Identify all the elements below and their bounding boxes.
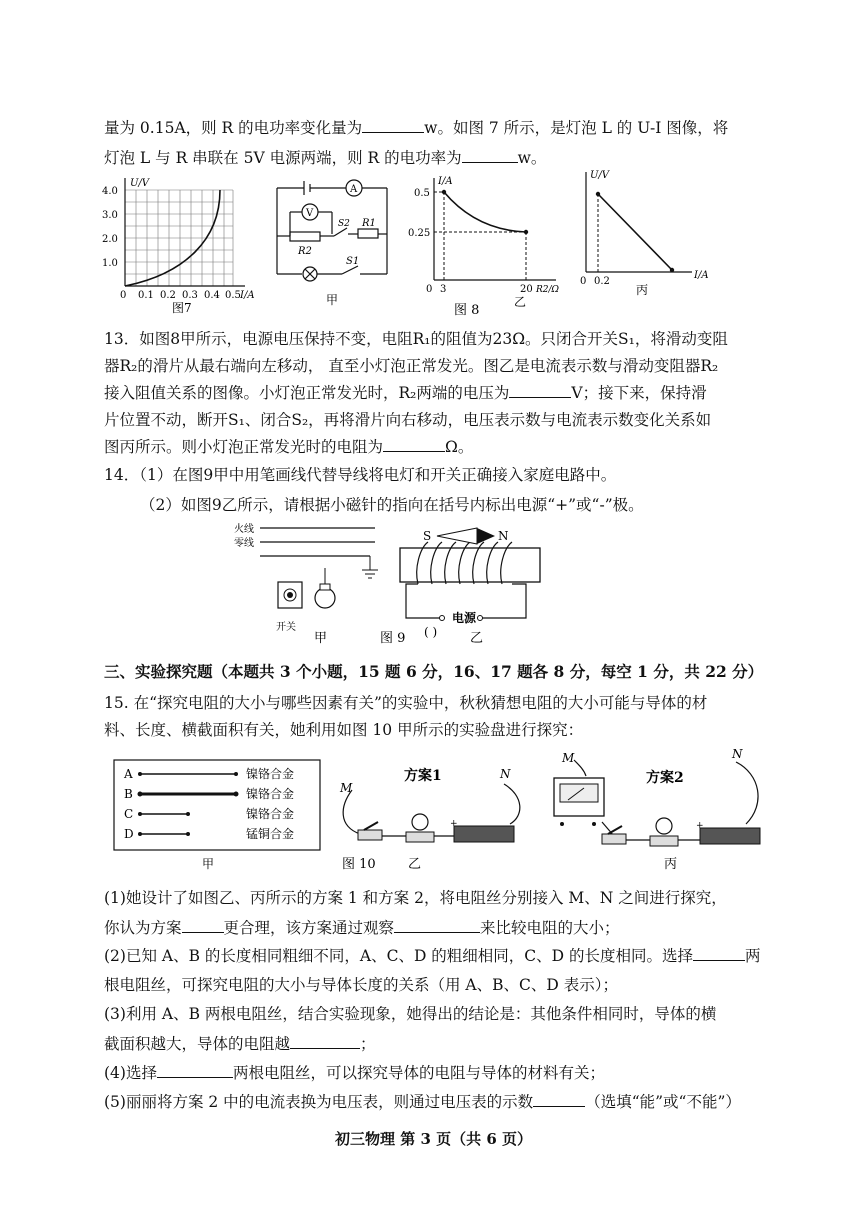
q15-line1: 15. 在“探究电阻的大小与哪些因素有关”的实验中，秋秋猜想电阻的大小可能与导体的材 (104, 694, 708, 712)
figure-caption: 图 9 (380, 631, 406, 646)
svg-text:+: + (450, 819, 458, 829)
bulb (656, 818, 672, 834)
caption-jia: 甲 (326, 293, 339, 307)
x-axis-label: I/A (694, 270, 709, 281)
u-i-line (598, 194, 672, 270)
q13-line3 (104, 383, 707, 403)
q12-text: 量为 0.15A，则 R 的电功率变化量为 (104, 119, 363, 137)
north-pole-label: N (498, 529, 509, 543)
answer-blank[interactable] (182, 918, 224, 933)
q12-text: 灯泡 L 与 R 串联在 5V 电源两端，则 R 的电功率为 (104, 149, 462, 167)
q13-line4: 片位置不动，断开S₁、闭合S₂，再将滑片向右移动，电压表示数与电流表示数变化关系如 (104, 411, 712, 429)
q15-part5 (104, 1092, 741, 1112)
caption-jia: 甲 (314, 631, 328, 646)
figure-caption: 图7 (172, 301, 192, 315)
neutral-wire-label: 零线 (234, 538, 254, 549)
q13-text: V；接下来，保持滑 (571, 384, 707, 402)
q15-part4 (104, 1063, 605, 1083)
answer-blank[interactable] (509, 383, 571, 398)
battery-box (454, 826, 514, 842)
figure-caption: 图 10 (342, 857, 376, 872)
q15-text: 来比较电阻的大小； (480, 919, 620, 937)
y-tick: 0.5 (414, 188, 430, 199)
wire-b-letter: B (124, 787, 133, 801)
lamp-bulb (315, 588, 335, 608)
figure-8-circuit (262, 176, 397, 316)
figure-10-scheme-1 (334, 756, 534, 876)
compass-needle-n (477, 528, 495, 544)
answer-blank[interactable] (462, 148, 518, 163)
clip-m-label: M (340, 781, 353, 795)
q15-text: 你认为方案 (104, 919, 182, 937)
caption-yi: 乙 (408, 857, 422, 872)
i-r-curve (444, 192, 526, 232)
figure-7-graph (100, 172, 260, 320)
figure-10-board (108, 756, 340, 872)
answer-blank[interactable] (290, 1034, 360, 1049)
x-tick: 0.4 (204, 290, 220, 301)
wire-b-material: 镍铬合金 (246, 787, 295, 801)
figure-8-bing-graph (572, 166, 722, 306)
caption-jia: 甲 (202, 857, 215, 871)
x-tick: 0 (426, 284, 433, 295)
answer-blank[interactable] (533, 1092, 585, 1107)
south-pole-label: S (423, 529, 432, 543)
clip-n-label: N (500, 767, 511, 781)
figure-8-yi-graph (406, 172, 566, 322)
figure-10-scheme-2 (540, 744, 780, 876)
y-axis-label: U/V (590, 170, 610, 181)
q13-line5 (104, 437, 473, 457)
x-tick: 0.2 (594, 276, 610, 287)
y-tick: 4.0 (102, 186, 118, 197)
ammeter-label: A (350, 184, 358, 195)
q15-text: 两根电阻丝，可以探究导体的电阻与导体的材料有关； (232, 1064, 605, 1082)
q15-part3-line1: (3)利用 A、B 两根电阻丝，结合实验现象，她得出的结论是：其他条件相同时，导体的横 (104, 1005, 717, 1023)
x-tick: 0.5 (225, 290, 241, 301)
q12-line1 (104, 118, 728, 138)
answer-blank[interactable] (394, 918, 480, 933)
q13-line1: 13．如图8甲所示，电源电压保持不变，电阻R₁的阻值为23Ω。只闭合开关S₁，将滑动变阻 (104, 330, 728, 348)
section-3-title: 三、实验探究题（本题共 3 个小题，15 题 6 分，16、17 题各 8 分，每空 1 分，共 22 分） (104, 662, 764, 681)
y-tick: 2.0 (102, 234, 118, 245)
polarity-blank[interactable]: ( ) (424, 625, 438, 639)
switch-label: 开关 (276, 622, 296, 633)
q12-line2 (104, 148, 546, 168)
q14-part2: （2）如图9乙所示，请根据小磁针的指向在括号内标出电源“+”或“-”极。 (140, 496, 644, 514)
page-footer: 初三物理 第 3 页（共 6 页） (335, 1130, 532, 1148)
clip-m-label: M (562, 751, 575, 765)
q15-part1-line1: (1)她设计了如图乙、丙所示的方案 1 和方案 2，将电阻丝分别接入 M、N 之间进行探究， (104, 889, 727, 907)
caption-bing: 丙 (636, 283, 649, 297)
q15-line2: 料、长度、横截面积有关，她利用如图 10 甲所示的实验盘进行探究： (104, 721, 584, 739)
q12-text: w。 (517, 149, 547, 167)
q15-part2-line2: 根电阻丝，可探究电阻的大小与导体长度的关系（用 A、B、C、D 表示）； (104, 976, 618, 994)
x-axis-label: I/A (240, 290, 255, 301)
r2-label: R2 (298, 246, 312, 257)
y-tick: 0.25 (408, 228, 431, 239)
compass-needle-s (437, 528, 477, 544)
caption-yi: 乙 (514, 295, 527, 309)
r1-label: R1 (362, 218, 376, 229)
switch-base[interactable] (602, 834, 626, 844)
x-tick: 0 (580, 276, 587, 287)
battery-box (700, 828, 760, 844)
answer-blank[interactable] (693, 946, 745, 961)
q12-text: w。如图 7 所示，是灯泡 L 的 U-I 图像，将 (424, 119, 729, 137)
q14-part1: 14．（1）在图9甲中用笔画线代替导线将电灯和开关正确接入家庭电路中。 (104, 466, 617, 484)
q15-text: (2)已知 A、B 的长度相同粗细不同，A、C、D 的粗细相同，C、D 的长度相同。选择 (104, 947, 694, 965)
q15-text: 更合理，该方案通过观察 (223, 919, 395, 937)
answer-blank[interactable] (362, 118, 424, 133)
y-axis-label: U/V (130, 178, 150, 189)
y-tick: 1.0 (102, 258, 118, 269)
caption-bing: 丙 (664, 857, 678, 872)
answer-blank[interactable] (157, 1063, 233, 1078)
wire-a-material: 镍铬合金 (246, 767, 295, 781)
figure-9 (230, 518, 560, 650)
power-source-label: 电源 (452, 611, 477, 625)
q15-part1-line2 (104, 918, 620, 938)
x-tick: 3 (440, 284, 447, 295)
q15-part3-line2 (104, 1034, 376, 1054)
figure-caption: 图 8 (454, 303, 480, 318)
wire-d-letter: D (124, 827, 134, 841)
caption-yi: 乙 (470, 631, 484, 646)
x-axis-label: R2/Ω (536, 285, 559, 295)
wire-a-letter: A (124, 767, 133, 781)
q15-text: 两 (745, 947, 761, 965)
scheme-1-title: 方案1 (404, 768, 442, 784)
x-tick: 0.2 (160, 290, 176, 301)
wire-d-material: 锰铜合金 (246, 827, 295, 841)
answer-blank[interactable] (383, 437, 445, 452)
q13-line2: 器R₂的滑片从最右端向左移动， 直至小灯泡正常发光。图乙是电流表示数与滑动变阻器R₂ (104, 357, 719, 375)
y-axis-label: I/A (438, 176, 453, 187)
voltmeter-label: V (306, 208, 314, 219)
q15-text: (4)选择 (104, 1064, 157, 1082)
switch-base[interactable] (358, 830, 382, 840)
q15-part2-line1 (104, 946, 761, 966)
q15-text: （选填“能”或“不能”） (585, 1093, 741, 1111)
clip-n-label: N (732, 747, 743, 761)
q15-text: (5)丽丽将方案 2 中的电流表换为电压表，则通过电压表的示数 (104, 1093, 534, 1111)
live-wire-label: 火线 (234, 524, 254, 535)
svg-text:+: + (696, 821, 704, 831)
x-tick: 0.1 (138, 290, 154, 301)
q15-text: 截面积越大，导体的电阻越 (104, 1035, 291, 1053)
wire-c-material: 镍铬合金 (246, 807, 295, 821)
x-tick: 20 (520, 284, 533, 295)
x-tick: 0.3 (182, 290, 198, 301)
q15-text: ； (360, 1035, 376, 1053)
bulb (412, 814, 428, 830)
q13-text: 接入阻值关系的图像。小灯泡正常发光时，R₂两端的电压为 (104, 384, 510, 402)
wire-c-letter: C (124, 807, 134, 821)
y-tick: 3.0 (102, 210, 118, 221)
scheme-2-title: 方案2 (646, 770, 684, 786)
switch-s2-label: S2 (338, 219, 350, 229)
switch-s1-label: S1 (346, 256, 360, 267)
x-tick: 0 (120, 290, 127, 301)
q13-text: 图丙所示。则小灯泡正常发光时的电阻为 (104, 438, 384, 456)
q13-text: Ω。 (445, 438, 474, 456)
grid (125, 190, 233, 286)
